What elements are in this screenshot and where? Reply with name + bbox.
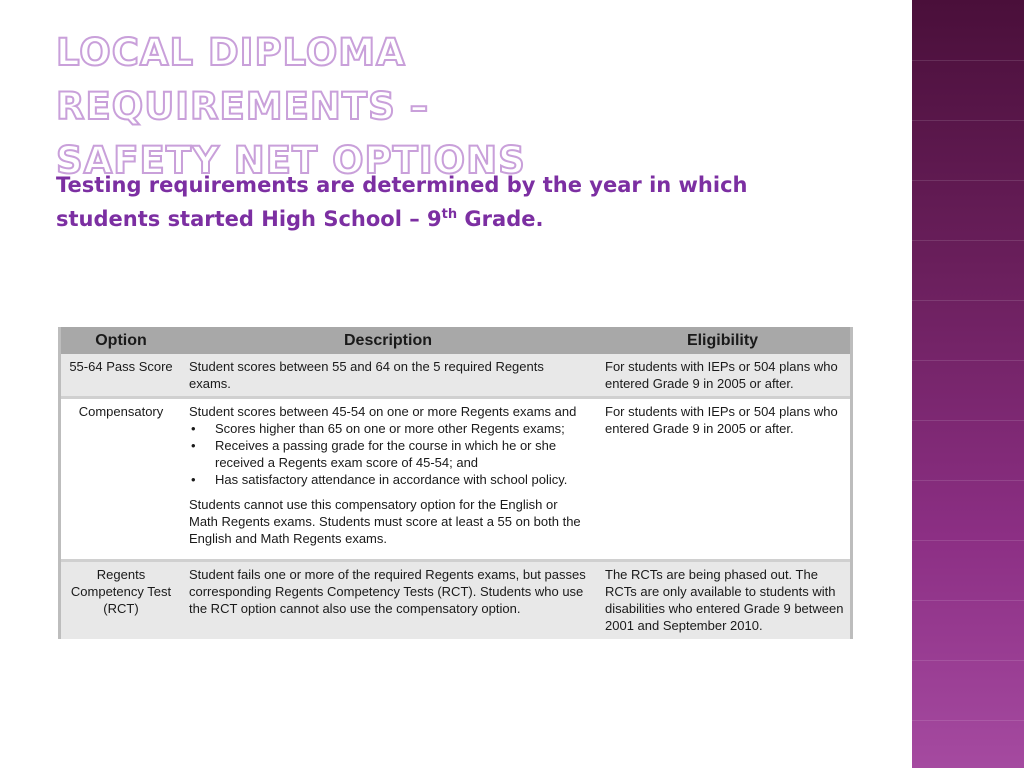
table-row — [61, 354, 850, 396]
cell-eligibility: The RCTs are being phased out. The RCTs are only available to students with disabilities who entered Grade 9 between 2001 and September 2010. — [595, 562, 850, 639]
slide-title-line-1: LOCAL DIPLOMA REQUIREMENTS – — [56, 31, 430, 128]
description-intro: Student scores between 45-54 on one or more Regents exams and — [189, 404, 577, 419]
table-row — [61, 396, 850, 559]
slide-title-line-2: SAFETY NET OPTIONS — [56, 139, 526, 182]
cell-description — [181, 399, 595, 559]
header-eligibility: Eligibility — [686, 331, 759, 349]
list-item: • Scores higher than 65 on one or more other Regents exams; — [189, 420, 589, 437]
safety-net-options-table — [58, 327, 853, 639]
cell-option: Compensatory — [61, 399, 181, 559]
slide-title — [56, 26, 756, 188]
list-item: • Has satisfactory attendance in accordance with school policy. — [189, 471, 589, 488]
decorative-side-bar — [912, 0, 1024, 768]
description-note: Students cannot use this compensatory option for the English or Math Regents exams. Students must score at least a 55 on both the English and Math Regents exams. — [189, 497, 581, 546]
table-row — [61, 559, 850, 639]
cell-option: Regents Competency Test (RCT) — [61, 562, 181, 639]
cell-eligibility: For students with IEPs or 504 plans who entered Grade 9 in 2005 or after. — [595, 354, 850, 396]
slide-subtitle — [56, 170, 756, 234]
cell-eligibility: For students with IEPs or 504 plans who entered Grade 9 in 2005 or after. — [595, 399, 850, 559]
header-description: Description — [343, 331, 432, 349]
description-bullet-list — [189, 420, 589, 488]
subtitle-text-end: Grade. — [457, 207, 544, 231]
subtitle-superscript: th — [441, 207, 458, 222]
cell-option: 55-64 Pass Score — [61, 354, 181, 396]
list-item: • Receives a passing grade for the course in which he or she received a Regents exam score of 45-54; and — [189, 437, 589, 471]
table-header-row — [61, 327, 850, 354]
cell-description: Student scores between 55 and 64 on the 5 required Regents exams. — [181, 354, 595, 396]
subtitle-text: Testing requirements are determined by the year in which students started High School – 9 — [56, 173, 748, 231]
header-option: Option — [95, 331, 147, 349]
cell-description: Student fails one or more of the required Regents exams, but passes corresponding Regents Competency Tests (RCT). Students who use the RCT option cannot also use the compensatory option. — [181, 562, 595, 639]
